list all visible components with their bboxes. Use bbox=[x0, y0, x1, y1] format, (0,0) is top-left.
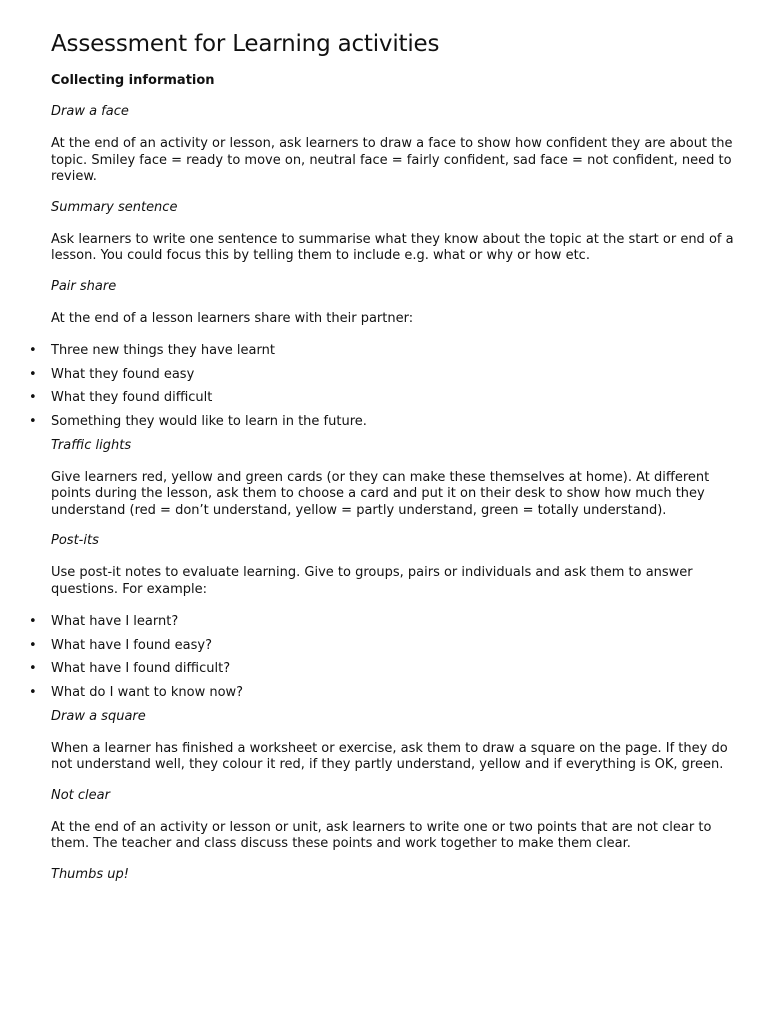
activity-heading-thumbs-up: Thumbs up! bbox=[51, 866, 129, 882]
pair-share-list bbox=[29, 343, 741, 430]
bullet-icon: • bbox=[29, 366, 37, 382]
list-item-text: What have I found easy? bbox=[51, 637, 213, 653]
activity-text-summary-sentence: Ask learners to write one sentence to summarise what they know about the topic at the start or end of a lesson. You could focus this by telling them to include e.g. what or why or how etc. bbox=[51, 231, 734, 263]
list-item bbox=[29, 637, 741, 654]
bullet-icon: • bbox=[29, 614, 37, 629]
list-item-text: What they found difficult bbox=[51, 390, 213, 405]
list-item-text: Something they would like to learn in the future. bbox=[51, 413, 367, 429]
list-item-text: What have I learnt? bbox=[51, 614, 179, 629]
activity-text-pair-share: At the end of a lesson learners share with their partner: bbox=[51, 310, 414, 326]
list-item-text: What have I found difficult? bbox=[51, 661, 231, 676]
bullet-icon: • bbox=[29, 343, 37, 358]
activity-heading-traffic-lights: Traffic lights bbox=[51, 437, 132, 453]
activity-text-draw-a-face: At the end of an activity or lesson, ask learners to draw a face to show how confident they are about the topic. Smiley face = ready to move on, neutral face = fairly confident, sad face = not confident, need to review. bbox=[51, 136, 733, 184]
list-item bbox=[29, 661, 741, 677]
activity-heading-post-its: Post-its bbox=[51, 533, 99, 548]
activity-heading-pair-share: Pair share bbox=[51, 278, 117, 294]
activity-text-post-its: Use post-it notes to evaluate learning. Give to groups, pairs or individuals and ask them to answer questions. For example: bbox=[51, 565, 693, 597]
list-item bbox=[29, 366, 741, 383]
bullet-icon: • bbox=[29, 390, 37, 405]
activity-text-not-clear: At the end of an activity or lesson or unit, ask learners to write one or two points that are not clear to them. The teacher and class discuss these points and work together to make them clear. bbox=[51, 819, 712, 851]
list-item-text: What do I want to know now? bbox=[51, 684, 244, 700]
section-heading: Collecting information bbox=[51, 73, 215, 88]
activity-heading-summary-sentence: Summary sentence bbox=[51, 199, 178, 215]
list-item bbox=[29, 684, 741, 701]
activity-text-traffic-lights: Give learners red, yellow and green cards (or they can make these themselves at home). At different points during the lesson, ask them to choose a card and put it on their desk to show how much they understand (red = don’t understand, yellow = partly understand, green = totally understand). bbox=[51, 469, 710, 518]
activity-heading-draw-a-face: Draw a face bbox=[51, 104, 129, 119]
activity-text-draw-a-square: When a learner has finished a worksheet or exercise, ask them to draw a square on the page. If they do not understand well, they colour it red, if they partly understand, yellow and if everything is OK, green. bbox=[51, 740, 728, 772]
list-item-text: What they found easy bbox=[51, 366, 195, 382]
list-item-text: Three new things they have learnt bbox=[51, 343, 275, 358]
list-item bbox=[29, 390, 741, 406]
document-title: Assessment for Learning activities bbox=[51, 31, 440, 57]
document-page bbox=[29, 28, 741, 883]
activity-heading-not-clear: Not clear bbox=[51, 787, 110, 803]
list-item bbox=[29, 343, 741, 359]
bullet-icon: • bbox=[29, 637, 37, 653]
bullet-icon: • bbox=[29, 684, 37, 700]
activity-heading-draw-a-square: Draw a square bbox=[51, 708, 146, 724]
list-item bbox=[29, 413, 741, 430]
bullet-icon: • bbox=[29, 661, 37, 676]
bullet-icon: • bbox=[29, 413, 37, 429]
list-item bbox=[29, 614, 741, 630]
post-its-list bbox=[29, 614, 741, 701]
